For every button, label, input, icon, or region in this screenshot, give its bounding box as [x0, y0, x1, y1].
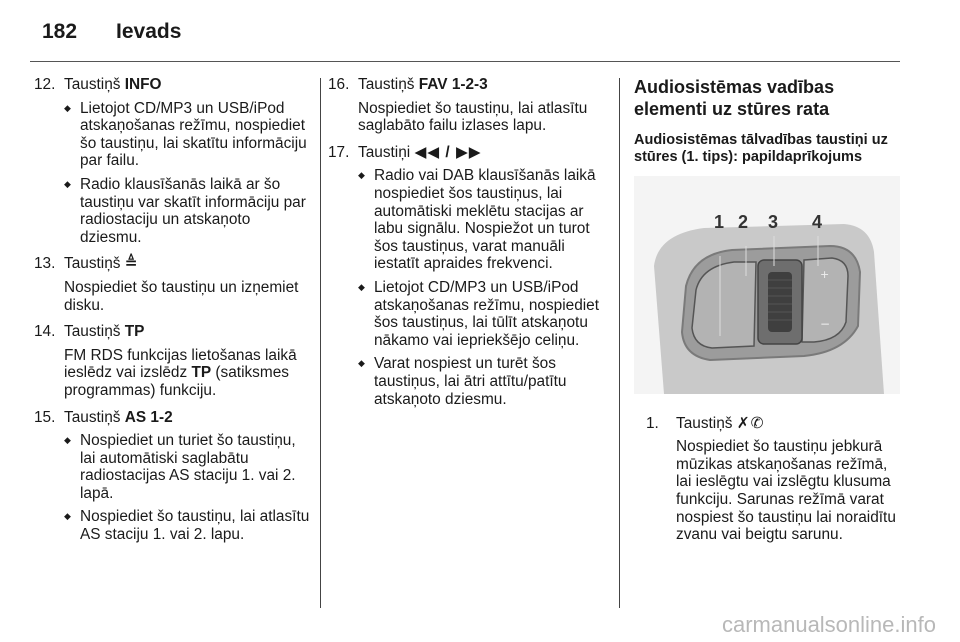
list-item: [34, 409, 310, 544]
item-number: 12.: [34, 76, 56, 93]
column-middle: [328, 76, 608, 417]
mute-hangup-icon: ✗✆: [736, 414, 765, 432]
item-text: Nospiediet šo taustiņu, lai atlasītu saglabāto failu izlases lapu.: [358, 99, 588, 135]
steering-wheel-controls-figure: [634, 176, 900, 394]
item-text: Nospiediet šo taustiņu un izņemiet disku.: [64, 278, 299, 314]
figure-callout: 4: [812, 212, 823, 232]
item-number: 13.: [34, 255, 56, 273]
seek-icon: ◀◀ / ▶▶: [414, 143, 482, 161]
page-number: 182: [42, 20, 78, 43]
bullet-item: ◆ Nospiediet šo taustiņu, lai atlasītu AS staciju 1. vai 2. lapu.: [64, 508, 310, 543]
item-lead: Taustiņš: [64, 323, 125, 341]
item-number: 15.: [34, 408, 56, 426]
item-number: 17.: [328, 143, 350, 161]
item-key: FAV 1-2-3: [418, 76, 488, 93]
figure-callout: 1: [714, 212, 725, 232]
bullet-item: ◆ Lietojot CD/MP3 un USB/iPod atskaņošanas režīmu, nospiediet šos taustiņus, lai tūlīt atskaņotu nākamo vai iepriekšējo celiņu.: [358, 279, 608, 349]
column-right: [634, 76, 902, 553]
item-lead: Taustiņš: [676, 414, 737, 432]
column-left: [34, 76, 310, 553]
list-item: [328, 144, 608, 408]
item-lead: Taustiņš: [64, 76, 125, 93]
item-lead: Taustiņš: [358, 76, 419, 93]
section-heading: Audiosistēmas vadības elementi uz stūres rata: [634, 77, 835, 119]
text-part: (satiksmes programmas) funkciju.: [64, 364, 289, 399]
watermark: carmanualsonline.info: [721, 612, 936, 637]
list-item: [34, 255, 310, 314]
bullet-item: ◆ Nospiediet un turiet šo taustiņu, lai automātiski saglabātu radiostacijas AS staciju 1. vai 2. lapā.: [64, 432, 310, 502]
item-text: [64, 347, 310, 400]
text-key: TP: [191, 364, 212, 382]
column-divider: [619, 78, 620, 608]
figure-callout: 3: [768, 212, 779, 232]
eject-icon: ≜: [124, 255, 139, 273]
item-lead: Taustiņš: [64, 255, 125, 273]
bullet-item: ◆ Radio vai DAB klausīšanās laikā nospiediet šos taustiņus, lai automātiski meklētu stacijas ar labu signālu. Nospiežot un turot šos taustiņus, varat manuāli iestatīt apraides frekvenci.: [358, 167, 608, 273]
item-key: INFO: [124, 76, 162, 93]
list-item: [34, 76, 310, 246]
list-item: [646, 415, 902, 544]
list-item: [328, 76, 608, 135]
page-title: Ievads: [116, 20, 182, 43]
figure-callout: 2: [738, 212, 749, 232]
item-lead: Taustiņi: [358, 143, 415, 161]
item-number: 1.: [646, 414, 659, 432]
item-number: 14.: [34, 323, 56, 341]
item-key: AS 1-2: [124, 408, 173, 426]
column-divider: [320, 78, 321, 608]
bullet-item: ◆ Lietojot CD/MP3 un USB/iPod atskaņošanas režīmu, nospiediet šo taustiņu, lai skatītu informāciju par failu.: [64, 100, 310, 170]
item-lead: Taustiņš: [64, 408, 125, 426]
item-text: Nospiediet šo taustiņu jebkurā mūzikas atskaņošanas režīmā, lai ieslēgtu vai izslēgtu klusuma funkciju. Sarunas režīmā varat nospiest šo taustiņu lai noraidītu zvanu vai beigtu sarunu.: [676, 438, 896, 544]
svg-text:+: +: [820, 268, 830, 281]
list-item: [34, 323, 310, 399]
bullet-item: ◆ Radio klausīšanās laikā ar šo taustiņu var skatīt informāciju par radiostaciju un atskaņoto dziesmu.: [64, 176, 310, 246]
svg-text:−: −: [820, 317, 831, 331]
item-key: TP: [124, 323, 145, 341]
section-subheading: Audiosistēmas tālvadības taustiņi uz stūres (1. tips): papildaprīkojums: [634, 132, 888, 165]
bullet-item: ◆ Varat nospiest un turēt šos taustiņus, lai ātri attītu/patītu atskaņoto dziesmu.: [358, 355, 608, 408]
item-number: 16.: [328, 76, 350, 93]
page-header: [0, 0, 960, 62]
header-rule: [30, 61, 900, 62]
text-part: FM RDS funkcijas lietošanas laikā ieslēdz vai izslēdz: [64, 346, 297, 382]
